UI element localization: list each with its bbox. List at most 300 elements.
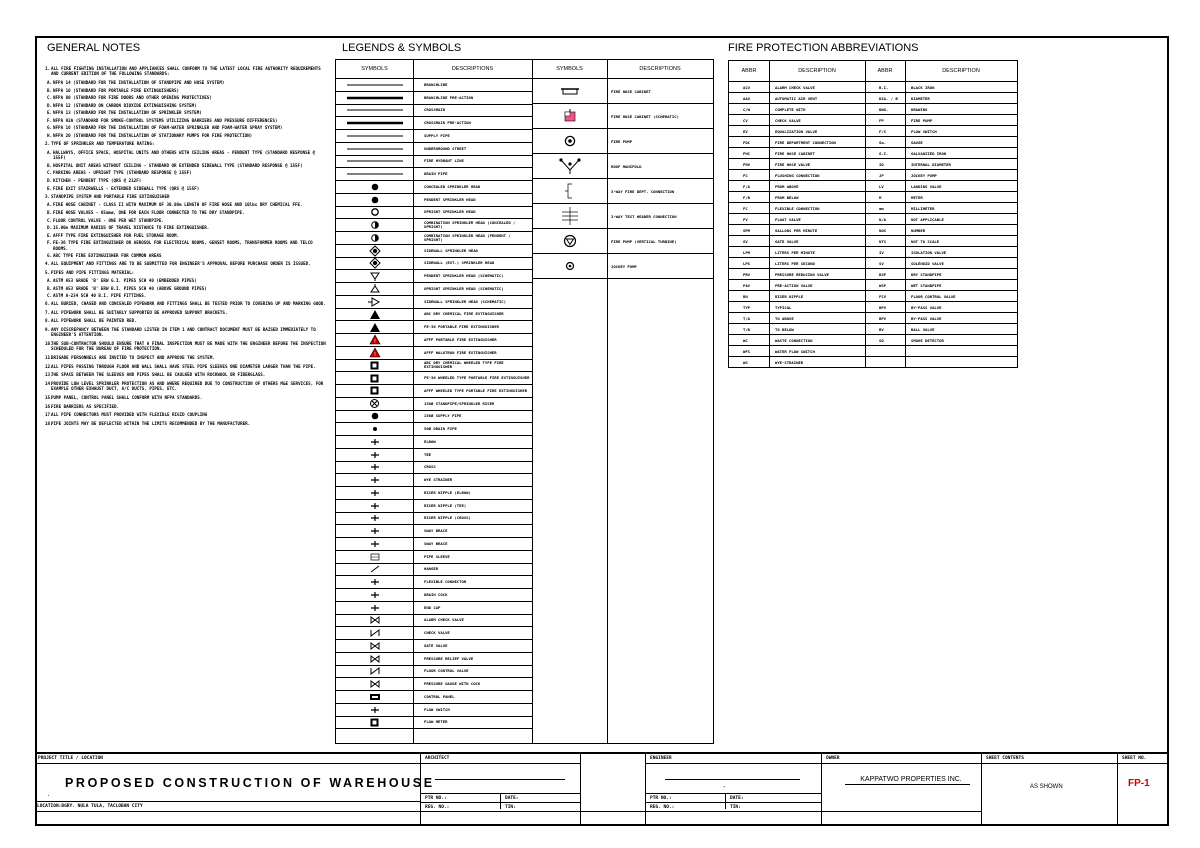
abbr-description: FLEXIBLE CONNECTION xyxy=(775,206,820,211)
legend-row xyxy=(336,551,532,564)
abbr-code: FC xyxy=(743,206,748,211)
legend-description: FIRE HYDRANT LINE xyxy=(424,158,464,164)
small-icon xyxy=(336,487,413,499)
legend-description: FIRE PUMP (VERTICAL TURBINE) xyxy=(611,238,677,244)
legend-row xyxy=(336,181,532,194)
subitem-text: 15.00m MAXIMUM RADIUS OF TRAVEL DISTANCE TO FIRE EXTINGUISHER. xyxy=(53,225,210,231)
legend-description: SWAY BRACE xyxy=(424,528,448,534)
legend-description: FLOW SWITCH xyxy=(424,706,450,712)
subitem-text: FE-36 TYPE FIRE EXTINGUISHER OR AEROSOL FOR ELECTRICAL ROOMS, GENSET ROOMS, TRANSFORMER ROOMS AND TELCO ROOMS. xyxy=(53,240,313,251)
legend-row xyxy=(336,691,532,704)
general-note-subitem xyxy=(40,240,330,250)
tri-right-icon xyxy=(336,296,413,308)
legend-description: CROSSMAIN PRE-ACTION xyxy=(424,120,471,126)
abbr-code-2: FP xyxy=(879,118,884,123)
general-note xyxy=(40,301,330,306)
architect-reg: REG. NO.: xyxy=(425,805,450,810)
check-icon xyxy=(336,627,413,639)
note-number: 15. xyxy=(45,394,53,400)
abbr-code-2: N/A xyxy=(879,217,887,222)
general-note-subitem xyxy=(40,110,330,115)
architect-ptr: PTR NO.: xyxy=(425,796,447,801)
subitem-letter: G. xyxy=(47,253,53,259)
engineer-date: DATE: xyxy=(730,796,744,801)
legend-row xyxy=(336,576,532,589)
abbr-code: PRV xyxy=(743,272,751,277)
legend-description: ELBOW xyxy=(424,438,436,444)
thin-line-icon xyxy=(336,156,413,168)
abbr-description-2: DRY STANDPIPE xyxy=(911,272,942,277)
legend-row xyxy=(336,666,532,679)
subitem-text: FIRE EXIT STAIRWELLS - EXTENDED SIDEWALL TYPE (QRS @ 155F) xyxy=(53,185,200,191)
ext-black-icon xyxy=(336,321,413,333)
general-note xyxy=(40,372,330,377)
project-title: PROPOSED CONSTRUCTION OF WAREHOUSE xyxy=(65,776,435,790)
abbr-code: LPS xyxy=(743,261,751,266)
legend-description: FIRE PUMP xyxy=(611,138,633,144)
legend-description: UPRIGHT SPRINKLER HEAD (SCHEMATIC) xyxy=(424,285,504,291)
legend-description: 3-WAY TEST HEADER CONNECTION xyxy=(611,213,677,219)
abbr-description: PRESSURE REDUCING VALVE xyxy=(775,272,829,277)
dot-icon xyxy=(336,411,413,423)
legend-description: UPRIGHT SPRINKLER HEAD xyxy=(424,209,476,215)
subitem-text: ABC TYPE FIRE EXTINGUISHER FOR COMMON AREAS xyxy=(53,253,162,259)
legend-description: HANGER xyxy=(424,566,439,572)
box-icon xyxy=(336,372,413,384)
legend-description: JOCKEY PUMP xyxy=(611,263,637,269)
note-number: 4. xyxy=(45,260,51,266)
legend-description: FLOOR CONTROL VALVE xyxy=(424,668,469,674)
legend-description: ROOF MANIFOLD xyxy=(611,163,642,169)
note-number: 18. xyxy=(45,421,53,427)
connection-icon xyxy=(532,179,607,203)
subitem-text: PARKING AREAS - UPRIGHT TYPE (STANDARD RESPONSE @ 155F) xyxy=(53,170,192,176)
note-number: 8. xyxy=(45,318,51,324)
legend-row xyxy=(336,615,532,628)
abbr-description: LITERS PER MINUTE xyxy=(775,250,815,255)
abbr-code: LPM xyxy=(743,250,751,255)
general-note xyxy=(40,341,330,351)
general-note xyxy=(40,66,330,76)
subitem-text: NFPA 12 (STANDARD ON CARBON DIOXIDE EXTINGUISHING SYSTEM) xyxy=(53,102,197,108)
small-icon xyxy=(336,500,413,512)
abbr-code-2: Ga. xyxy=(879,140,887,145)
title-block xyxy=(35,752,1169,826)
note-text: TYPE OF SPRINKLER AND TEMPERATURE RATING: xyxy=(51,141,155,147)
legend-description: END CAP xyxy=(424,604,441,610)
subitem-text: ASTM A53 GRADE 'B' ERW B.I. PIPES SCH 40 (ABOVE GROUND PIPES) xyxy=(53,285,207,291)
abbr-description-2: BLACK IRON xyxy=(911,85,935,90)
abbr-description-2: NOT TO SCALE xyxy=(911,239,940,244)
abbr-header-description-2: DESCRIPTION xyxy=(942,68,980,74)
note-number: 10. xyxy=(45,341,53,347)
abbr-code: FV xyxy=(743,217,748,222)
legend-row xyxy=(336,309,532,322)
valve-icon xyxy=(336,653,413,665)
subitem-letter: A. xyxy=(47,202,53,208)
note-text: STANDPIPE SYSTEM AND PORTABLE FIRE EXTINGUISHER xyxy=(51,193,170,199)
abbreviation-row xyxy=(729,236,1017,247)
abbreviation-row xyxy=(729,357,1017,368)
abbr-code: FC xyxy=(743,173,748,178)
legend-description: PENDENT SPRINKLER HEAD xyxy=(424,196,476,202)
abbr-code: WFS xyxy=(743,349,751,354)
pump-v-icon xyxy=(532,229,607,253)
legend-row xyxy=(336,640,532,653)
general-note-subitem xyxy=(40,186,330,191)
subitem-text: NFPA 13 (STANDARD FOR THE INSTALLATION OF SPRINKLER SYSTEM) xyxy=(53,110,202,116)
abbr-code-2: BPV xyxy=(879,305,887,310)
abbreviation-row xyxy=(729,214,1017,225)
abbr-code: CV xyxy=(743,118,748,123)
abbr-code: FDC xyxy=(743,140,751,145)
abbr-code-2: SV xyxy=(879,261,884,266)
abbreviation-row xyxy=(729,280,1017,291)
legend-table xyxy=(335,59,714,744)
subitem-text: NFPA 14 (STANDARD FOR THE INSTALLATION OF STANDPIPE AND HOSE SYSTEM) xyxy=(53,79,225,85)
abbr-description-2: FLOOR CONTROL VALVE xyxy=(911,294,956,299)
half-dot-icon xyxy=(336,219,413,231)
tri-up-icon xyxy=(336,283,413,295)
legend-description: PRESSURE RELIEF VALVE xyxy=(424,655,474,661)
note-text: PUMP PANEL, CONTROL PANEL SHALL CONFORM WITH NFPA STANDARDS. xyxy=(51,394,203,400)
legend-description: COMBINATION SPRINKLER HEAD (PENDENT / UPRIGHT) xyxy=(424,232,511,242)
legend-description: FE-36 PORTABLE FIRE EXTINGUISHER xyxy=(424,324,499,330)
legend-row xyxy=(336,143,532,156)
abbr-description: TO BELOW xyxy=(775,327,794,332)
small-icon xyxy=(336,436,413,448)
legend-row-right xyxy=(532,79,713,104)
legend-row xyxy=(336,219,532,232)
general-note xyxy=(40,404,330,409)
legend-description: GATE VALVE xyxy=(424,642,448,648)
small-dot-icon xyxy=(336,423,413,435)
engineer-label: ENGINEER xyxy=(650,756,672,761)
abbr-code-2: M xyxy=(879,195,882,200)
architect-label: ARCHITECT xyxy=(425,756,450,761)
legend-row-right xyxy=(532,179,713,204)
abbr-code: C/W xyxy=(743,107,751,112)
subitem-letter: D. xyxy=(47,225,53,231)
legend-description: PIPE SLEEVE xyxy=(424,553,450,559)
subitem-letter: E. xyxy=(47,110,53,116)
general-note xyxy=(40,421,330,426)
abbr-code: T/B xyxy=(743,327,751,332)
diamond-icon xyxy=(336,245,413,257)
scale-value: AS SHOWN xyxy=(1030,784,1063,790)
subitem-letter: C. xyxy=(47,170,53,176)
legend-description: SWAY BRACE xyxy=(424,540,448,546)
sheet-contents-label: SHEET CONTENTS xyxy=(986,756,1024,761)
legend-description: 150Ø STANDPIPE/SPRINKLER RISER xyxy=(424,400,495,406)
project-location: LOCATION:BGRY. NULA TULA, TACLOBAN CITY xyxy=(37,804,143,809)
general-notes-list xyxy=(40,63,330,430)
abbr-description-2: BY-PASS VALVE xyxy=(911,305,942,310)
abbr-description-2: SOLENOID VALVE xyxy=(911,261,944,266)
general-note-subitem xyxy=(40,253,330,258)
legend-description: FE-36 WHEELED TYPE PORTABLE FIRE EXTINGUISHER xyxy=(424,375,530,381)
legend-row xyxy=(336,372,532,385)
note-number: 1. xyxy=(45,66,51,71)
abbr-code: RN xyxy=(743,294,748,299)
thin-line-icon xyxy=(336,168,413,180)
note-number: 6. xyxy=(45,301,51,306)
legend-row-right xyxy=(532,254,713,279)
legend-description: BRANCHLINE xyxy=(424,81,448,87)
project-title-label: PROJECT TITLE / LOCATION xyxy=(38,756,104,761)
valve-icon xyxy=(336,615,413,627)
subitem-text: NFPA 16 (STANDARD FOR THE INSTALLATION OF FOAM-WATER SPRINKLER AND FOAM-WATER SPRAY SYSTEM) xyxy=(53,125,283,131)
general-note-subitem xyxy=(40,202,330,207)
abbreviation-row xyxy=(729,258,1017,269)
abbr-code-2: G.I. xyxy=(879,151,889,156)
abbr-header-abbr-2: ABBR xyxy=(877,68,893,74)
legend-row xyxy=(336,653,532,666)
abbreviation-row xyxy=(729,192,1017,203)
legend-description: DRAIN COCK xyxy=(424,591,448,597)
abbr-description-2: WET STANDPIPE xyxy=(911,283,942,288)
general-note-subitem xyxy=(40,133,330,138)
x-circle-icon xyxy=(336,398,413,410)
test-header-icon xyxy=(532,204,607,228)
abbr-description: FIRE HOSE CABINET xyxy=(775,151,815,156)
abbreviation-table xyxy=(728,60,1018,368)
abbr-description-2: NUMBER xyxy=(911,228,926,233)
legend-row xyxy=(336,258,532,271)
small-icon xyxy=(336,525,413,537)
legend-row xyxy=(336,385,532,398)
valve-icon xyxy=(336,678,413,690)
abbr-description: TO ABOVE xyxy=(775,316,794,321)
abbr-description-2: NOT APPLICABLE xyxy=(911,217,944,222)
legend-description: CROSS xyxy=(424,464,436,470)
subitem-letter: A. xyxy=(47,278,53,284)
legend-row xyxy=(336,627,532,640)
thin-line-icon xyxy=(336,79,413,91)
svg-text:!: ! xyxy=(373,352,376,359)
legend-row xyxy=(336,245,532,258)
abbr-description-2: LANDING VALVE xyxy=(911,184,942,189)
subitem-letter: F. xyxy=(47,240,53,246)
tri-down-icon xyxy=(336,270,413,282)
legend-row xyxy=(336,564,532,577)
legend-row xyxy=(336,360,532,373)
abbr-description-2: JOCKEY PUMP xyxy=(911,173,937,178)
architect-tin: TIN: xyxy=(505,805,516,810)
legend-row xyxy=(336,474,532,487)
abbr-code-2: ID xyxy=(879,162,884,167)
abbreviation-row xyxy=(729,335,1017,346)
legend-row xyxy=(336,92,532,105)
legend-description: DRAIN PIPE xyxy=(424,171,448,177)
legend-description: ALARM CHECK VALVE xyxy=(424,617,464,623)
legend-row xyxy=(336,321,532,334)
abbr-header-description: DESCRIPTION xyxy=(798,68,836,74)
note-text: ALL BURIED, CHASED AND CONCEALED PIPEWORK AND FITTINGS SHALL BE TESTED PRIOR TO COVERING UP AND MARKING GOOD. xyxy=(51,301,326,306)
general-note-subitem xyxy=(40,80,330,85)
abbr-code-2: F/S xyxy=(879,129,887,134)
abbreviations-title: FIRE PROTECTION ABBREVIATIONS xyxy=(728,42,919,54)
abbr-description: FIRE DEPARTMENT CONNECTION xyxy=(775,140,836,145)
legend-row xyxy=(336,500,532,513)
engineer-dash: - xyxy=(723,785,726,790)
note-number: 7. xyxy=(45,309,51,315)
pump-icon xyxy=(532,129,607,153)
legend-row-right xyxy=(532,104,713,129)
abbr-code-2: BV xyxy=(879,327,884,332)
subitem-text: NFPA 92A (STANDARD FOR SMOKE-CONTROL SYSTEMS UTILIZING BARRIERS AND PRESSURE DIFFERENCES) xyxy=(53,117,278,123)
abbreviation-row xyxy=(729,126,1017,137)
general-note-subitem xyxy=(40,233,330,238)
legend-header-symbols-2: SYMBOLS xyxy=(556,66,583,72)
manifold-icon xyxy=(532,154,607,178)
legend-description: SIDEWALL SPRINKLER HEAD xyxy=(424,247,478,253)
abbr-code: WS xyxy=(743,360,748,365)
abbreviation-row xyxy=(729,159,1017,170)
general-note-subitem xyxy=(40,88,330,93)
legend-description: FLEXIBLE CONNECTOR xyxy=(424,579,467,585)
legend-row xyxy=(336,717,532,730)
note-text: BRIGADE PERSONNELS ARE INVITED TO INSPECT AND APPROVE THE SYSTEM. xyxy=(51,354,215,360)
abbr-code-2: SD xyxy=(879,338,884,343)
legend-row xyxy=(336,130,532,143)
abbr-description: GALLONS PER MINUTE xyxy=(775,228,818,233)
subitem-text: NFPA 20 (STANDARD FOR THE INSTALLATION OF STATIONARY PUMPS FOR FIRE PROTECTION) xyxy=(53,133,253,139)
abbreviation-row xyxy=(729,247,1017,258)
abbr-code: PAV xyxy=(743,283,751,288)
box-icon xyxy=(336,385,413,397)
ext-red-icon xyxy=(336,347,413,359)
legend-row xyxy=(336,589,532,602)
abbreviation-row xyxy=(729,302,1017,313)
subitem-letter: C. xyxy=(47,95,53,101)
legend-description: RISER NIPPLE (TEE) xyxy=(424,502,467,508)
architect-date: DATE: xyxy=(505,796,519,801)
abbr-description-2: BY-PASS VALVE xyxy=(911,316,942,321)
abbr-description-2: METER xyxy=(911,195,923,200)
subitem-letter: A. xyxy=(47,79,53,85)
subitem-letter: B. xyxy=(47,210,53,216)
general-note xyxy=(40,364,330,369)
abbreviation-row xyxy=(729,181,1017,192)
note-text: PIPE JOINTS MAY BE DEFLECTED WITHIN THE LIMITS RECOMMENDED BY THE MANUFACTURER. xyxy=(51,421,251,427)
small-icon xyxy=(336,589,413,601)
note-number: 3. xyxy=(45,193,51,199)
abbr-code-2: FCV xyxy=(879,294,887,299)
abbr-code: EV xyxy=(743,129,748,134)
legend-description: CROSSMAIN xyxy=(424,107,446,113)
note-text: PIPES AND PIPE FITTINGS MATERIAL: xyxy=(51,269,135,275)
legend-row xyxy=(336,168,532,181)
general-note-subitem xyxy=(40,225,330,230)
subitem-letter: B. xyxy=(47,162,53,168)
legend-description: PRESSURE GAUGE WITH COCK xyxy=(424,681,481,687)
general-note xyxy=(40,355,330,360)
abbr-description: WATER FLOW SWITCH xyxy=(775,349,815,354)
project-dot: . xyxy=(47,793,50,798)
general-note-subitem xyxy=(40,218,330,223)
small-icon xyxy=(336,462,413,474)
general-note-subitem xyxy=(40,286,330,291)
abbr-description: TYPICAL xyxy=(775,305,792,310)
legend-row-right xyxy=(532,229,713,254)
abbr-description: CHECK VALVE xyxy=(775,118,801,123)
abbr-description-2: ISOLATION VALVE xyxy=(911,250,947,255)
legend-description: RISER NIPPLE (ELBOW) xyxy=(424,489,471,495)
thick-line-icon xyxy=(336,92,413,104)
legend-row-right xyxy=(532,129,713,154)
abbr-code: ACV xyxy=(743,85,751,90)
subitem-letter: C. xyxy=(47,293,53,299)
abbr-description-2: GAUGE xyxy=(911,140,923,145)
legend-description: SIDEWALL SPRINKLER HEAD (SCHEMATIC) xyxy=(424,298,506,304)
general-note-subitem xyxy=(40,210,330,215)
legend-row xyxy=(336,462,532,475)
hose-cabinet-icon xyxy=(532,79,607,103)
jockey-icon xyxy=(532,254,607,278)
abbreviation-row xyxy=(729,93,1017,104)
abbr-description: EQUALIZATION VALVE xyxy=(775,129,818,134)
abbr-description-2: SMOKE DETECTOR xyxy=(911,338,944,343)
abbreviation-row xyxy=(729,269,1017,280)
general-note xyxy=(40,270,330,275)
legend-description: CHECK VALVE xyxy=(424,630,450,636)
owner-label: OWNER xyxy=(826,756,840,761)
subitem-letter: C. xyxy=(47,217,53,223)
abbr-description: GATE VALVE xyxy=(775,239,799,244)
legend-row xyxy=(336,513,532,526)
abbr-code-2: NTS xyxy=(879,239,887,244)
abbr-description: FLUSHING CONNECTION xyxy=(775,173,820,178)
general-note-subitem xyxy=(40,150,330,160)
legend-description: 50Ø DRAIN PIPE xyxy=(424,426,457,432)
abbreviation-row xyxy=(729,82,1017,93)
general-note-subitem xyxy=(40,178,330,183)
legend-description: RISER NIPPLE (CROSS) xyxy=(424,515,471,521)
note-text: PROVIDE LOW LEVEL SPRINKLER PROTECTION AS AND WHERE REQUIRED DUE TO CONSTRUCTION OF OTHERS M&E SERVICES, FOR EXAMPLE OTHER EXHAUST DUCT, A/C DUCTS, PIPES, ETC. xyxy=(51,381,324,392)
small-icon xyxy=(336,449,413,461)
engineer-tin: TIN: xyxy=(730,805,741,810)
legend-row xyxy=(336,704,532,717)
subitem-letter: F. xyxy=(47,117,53,123)
subitem-letter: E. xyxy=(47,185,53,191)
legend-row xyxy=(336,334,532,347)
abbr-description: PRE-ACTION VALVE xyxy=(775,283,813,288)
subitem-letter: E. xyxy=(47,232,53,238)
small-icon xyxy=(336,538,413,550)
general-note xyxy=(40,395,330,400)
small-icon xyxy=(336,474,413,486)
legend-header-descriptions: DESCRIPTIONS xyxy=(451,66,494,72)
general-note-subitem xyxy=(40,125,330,130)
small-icon xyxy=(336,602,413,614)
abbreviation-row xyxy=(729,115,1017,126)
abbr-description-2: BALL VALVE xyxy=(911,327,935,332)
slash-icon xyxy=(336,564,413,576)
legend-row xyxy=(336,487,532,500)
dot-icon xyxy=(336,194,413,206)
thin-line-icon xyxy=(336,105,413,117)
note-number: 17. xyxy=(45,412,53,418)
half-dot-icon xyxy=(336,232,413,244)
abbreviation-row xyxy=(729,313,1017,324)
abbr-description: FIRE HOSE VALVE xyxy=(775,162,811,167)
thick-line-icon xyxy=(336,117,413,129)
legend-description: AFFF HALOTRON FIRE EXTINGUISHER xyxy=(424,349,497,355)
abbreviation-row xyxy=(729,203,1017,214)
abbr-description-2: FIRE PUMP xyxy=(911,118,933,123)
legend-row xyxy=(336,105,532,118)
